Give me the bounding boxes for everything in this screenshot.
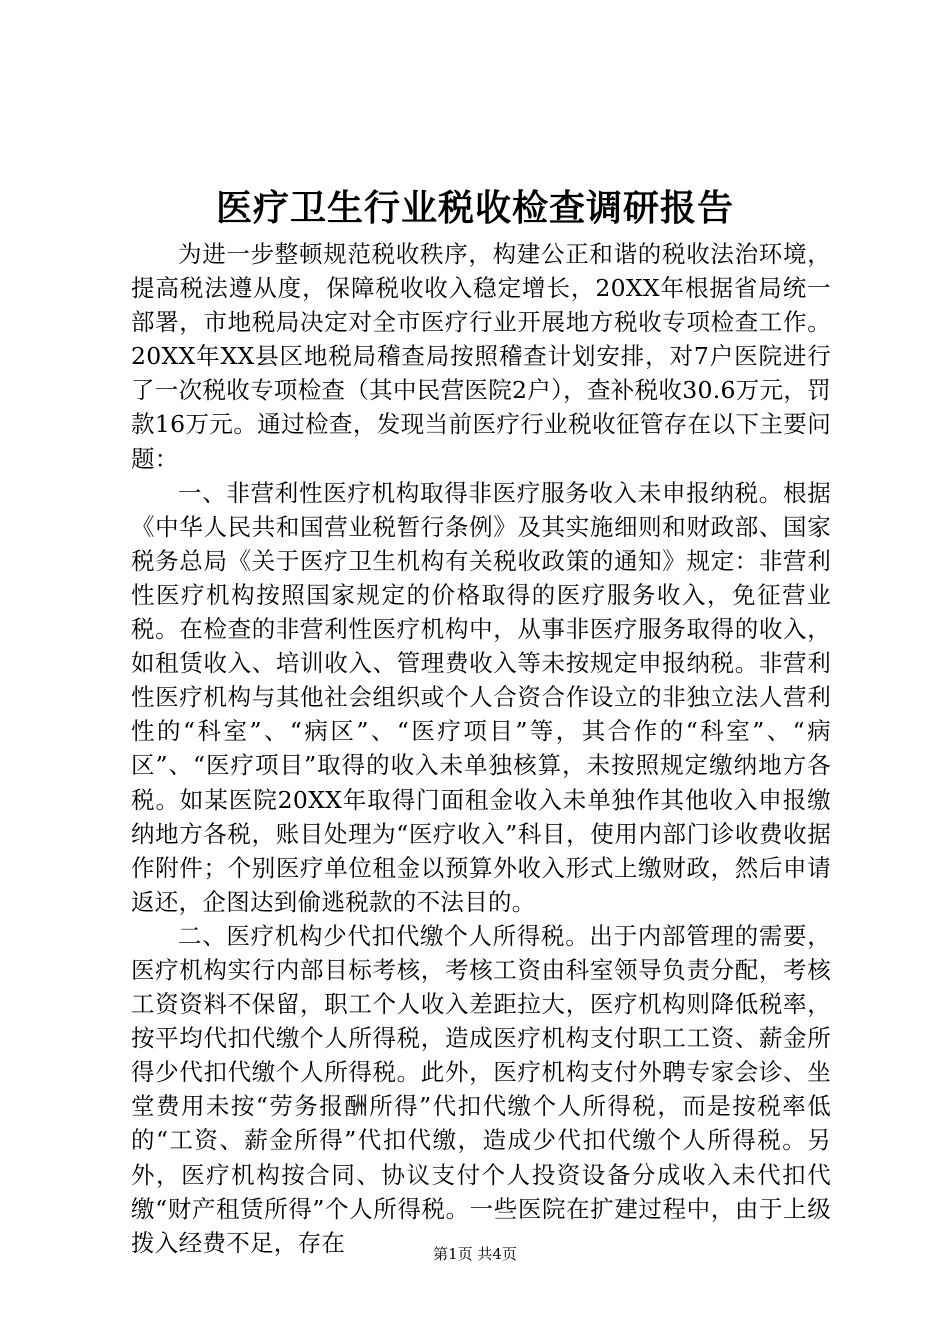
document-title: 医疗卫生行业税收检查调研报告 [215, 187, 734, 229]
document-body [131, 237, 831, 1260]
page-number-footer: 第1页 共4页 [433, 1245, 517, 1263]
paragraph-section-1: 一、非营利性医疗机构取得非医疗服务收入未申报纳税。根据《中华人民共和国营业税暂行条例》及其实施细则和财政部、国家税务总局《关于医疗卫生机构有关税收政策的通知》规定：非营利性医疗机构按照国家规定的价格取得的医疗服务收入，免征营业税。在检查的非营利性医疗机构中，从事非医疗服务取得的收入，如租赁收入、培训收入、管理费收入等未按规定申报纳税。非营利性医疗机构与其他社会组织或个人合资合作设立的非独立法人营利性的“科室”、“病区”、“医疗项目”等，其合作的“科室”、“病区”、“医疗项目”取得的收入未单独核算，未按照规定缴纳地方各税。如某医院20XX年取得门面租金收入未单独作其他收入申报缴纳地方各税，账目处理为“医疗收入”科目，使用内部门诊收费收据作附件；个别医疗单位租金以预算外收入形式上缴财政，然后申请返还，企图达到偷逃税款的不法目的。 [131, 478, 831, 916]
paragraph-section-2: 二、医疗机构少代扣代缴个人所得税。出于内部管理的需要，医疗机构实行内部目标考核，考核工资由科室领导负责分配，考核工资资料不保留，职工个人收入差距拉大，医疗机构则降低税率，按平均代扣代缴个人所得税，造成医疗机构支付职工工资、薪金所得少代扣代缴个人所得税。此外，医疗机构支付外聘专家会诊、坐堂费用未按“劳务报酬所得”代扣代缴个人所得税，而是按税率低的“工资、薪金所得”代扣代缴，造成少代扣代缴个人所得税。另外，医疗机构按合同、协议支付个人投资设备分成收入未代扣代缴“财产租赁所得”个人所得税。一些医院在扩建过程中，由于上级拨入经费不足，存在 [131, 921, 831, 1257]
paragraph-intro: 为进一步整顿规范税收秩序，构建公正和谐的税收法治环境，提高税法遵从度，保障税收收入稳定增长，20XX年根据省局统一部署，市地税局决定对全市医疗行业开展地方税收专项检查工作。20XX年XX县区地税局稽查局按照稽查计划安排，对7户医院进行了一次税收专项检查（其中民营医院2户），查补税收30.6万元，罚款16万元。通过检查，发现当前医疗行业税收征管存在以下主要问题： [131, 240, 831, 473]
